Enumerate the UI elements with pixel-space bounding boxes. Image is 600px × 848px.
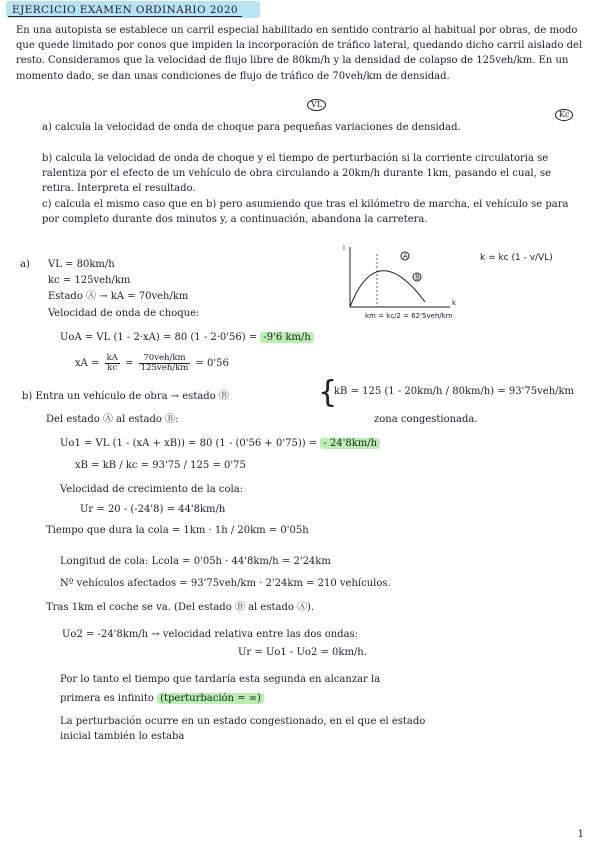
x-axis-label: k: [452, 299, 457, 307]
solution-b-line-14: [60, 692, 264, 705]
xa-fraction-2-num: 70veh/km: [139, 354, 191, 364]
page-title: EJERCICIO EXAMEN ORDINARIO 2020: [8, 4, 242, 17]
xa-fraction-2-den: 125veh/km: [140, 363, 189, 373]
xa-result: = 0'56: [195, 358, 229, 369]
solution-b-line-7: Tiempo que dura la cola = 1km · 1h / 20km = 0'05h: [46, 525, 309, 536]
xa-equals: =: [125, 358, 134, 369]
question-c: c) calcula el mismo caso que en b) pero asumiendo que tras el kilómetro de marcha, el vehículo se para por completo durante dos minutos y, a continuación, abandona la carretera.: [42, 199, 569, 226]
solution-a-line-5: [60, 331, 314, 344]
question-b: b) calcula la velocidad de onda de choque y el tiempo de perturbación si la corriente circulatoria se ralentiza por el efecto de un vehículo de obra circulando a 20km/h durante 1km, pasando el cual, se retira. Interpreta el resultado.: [42, 153, 552, 195]
infinite-lead: primera es infinito: [60, 693, 154, 704]
xa-lead: xA =: [75, 358, 100, 369]
brace: {: [318, 375, 338, 410]
xa-fraction-1: [105, 354, 120, 373]
circled-kc: Kc: [555, 109, 573, 121]
solution-b-brace-2: zona congestionada.: [374, 414, 478, 425]
point-a-label: A: [403, 252, 408, 261]
y-axis-label: i: [343, 244, 345, 252]
solution-b-brace-1: kB = 125 (1 - 20km/h / 80km/h) = 93'75veh/km: [334, 386, 575, 397]
point-b-label: B: [415, 273, 420, 282]
page-number: 1: [577, 829, 584, 840]
solution-b-line-6: Ur = 20 - (-24'8) = 44'8km/h: [80, 504, 226, 515]
question-a: a) calcula la velocidad de onda de choque para pequeñas variaciones de densidad.: [42, 122, 461, 133]
perturbation-time-result: (tperturbación = ∞): [157, 693, 264, 704]
solution-b-line-10: Tras 1km el coche se va. (Del estado Ⓑ al estado Ⓐ).: [46, 602, 315, 613]
solution-b-line-16: inicial también lo estaba: [60, 731, 185, 742]
circled-vl: VL: [307, 99, 326, 111]
solution-b-line-5: Velocidad de crecimiento de la cola:: [60, 484, 244, 495]
solution-b-line-11: Uo2 = -24'8km/h → velocidad relativa entre las dos ondas:: [62, 629, 359, 640]
uo1-result: - 24'8km/h: [320, 438, 380, 449]
flow-density-curve: [350, 271, 425, 307]
problem-statement: En una autopista se establece un carril especial habilitado en sentido contrario al habitual por obras, de modo que quede limitado por conos que impiden la incorporación de tráfico lateral, quedando dicho carril aislado del resto. Consideramos que la velocidad de flujo libre de 80km/h y la densidad de colapso de 125veh/km. En un momento dado, se dan unas condiciones de flujo de tráfico de 70veh/km de densidad.: [16, 25, 583, 82]
solution-b-line-8: Longitud de cola: Lcola = 0'05h · 44'8km/h = 2'24km: [60, 556, 331, 567]
solution-a-line-6: [75, 349, 229, 379]
xa-fraction-2: [139, 354, 191, 373]
wave-speed-result: -9'6 km/h: [260, 332, 313, 343]
uo1-formula: Uo1 = VL (1 - (xA + xB)) = 80 (1 - (0'56 + 0'75)) =: [60, 438, 318, 449]
solution-b-line-12: Ur = Uo1 - Uo2 = 0km/h.: [238, 647, 367, 658]
solution-a-line-4: Velocidad de onda de choque:: [48, 308, 200, 319]
xa-fraction-1-num: kA: [106, 353, 118, 363]
solution-b-line-3: [60, 437, 380, 450]
solution-b-line-13: Por lo tanto el tiempo que tardaría esta segunda en alcanzar la: [60, 674, 381, 685]
solution-a-line-1: VL = 80km/h: [48, 259, 115, 270]
wave-speed-formula: UoA = VL (1 - 2·xA) = 80 (1 - 2·0'56) =: [60, 332, 258, 343]
solution-b-line-4: xB = kB / kc = 93'75 / 125 = 0'75: [75, 460, 246, 471]
solution-a-line-3: Estado Ⓐ → kA = 70veh/km: [48, 291, 189, 302]
fundamental-diagram: [335, 242, 585, 322]
solution-a-label: a): [20, 259, 30, 270]
km-formula: km = kc/2 = 62'5veh/km: [365, 312, 453, 320]
k-formula: k = kc (1 - v/VL): [480, 253, 553, 263]
solution-b-line-2: Del estado Ⓐ al estado Ⓑ:: [46, 414, 179, 425]
xa-fraction-1-den: kc: [107, 363, 118, 373]
solution-b-line-9: Nº vehículos afectados = 93'75veh/km · 2'24km = 210 vehículos.: [60, 578, 391, 589]
solution-a-line-2: kc = 125veh/km: [48, 275, 131, 286]
solution-b-line-1: b) Entra un vehículo de obra → estado Ⓑ: [22, 391, 229, 402]
solution-b-line-15: La perturbación ocurre en un estado congestionado, en el que el estado: [60, 716, 426, 727]
